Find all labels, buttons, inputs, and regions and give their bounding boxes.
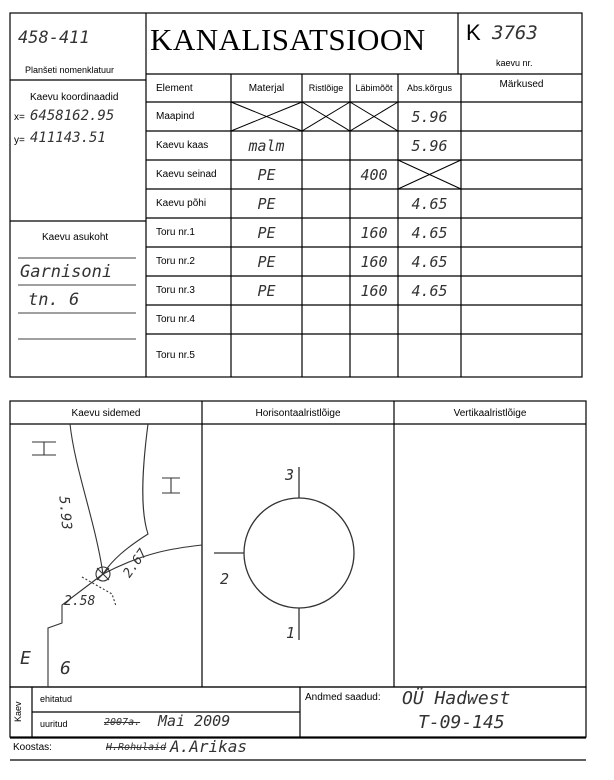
row-element-label: Kaevu põhi <box>156 198 207 209</box>
surveyed-label: uuritud <box>40 719 68 729</box>
nomenclature-label: Planšeti nomenklatuur <box>25 65 115 75</box>
row-abs-value <box>398 160 461 189</box>
row-element-label: Maapind <box>156 111 195 122</box>
row-ristloige-value <box>302 102 350 131</box>
row-abs-value: 4.65 <box>411 194 448 213</box>
coords-label: Kaevu koordinaadid <box>30 92 119 103</box>
row-element-label: Kaevu kaas <box>156 140 209 151</box>
row-ristloige-value <box>302 276 350 305</box>
row-labimoot-value: 400 <box>360 165 388 184</box>
well-number-label: kaevu nr. <box>496 58 533 68</box>
row-ristloige-value <box>302 189 350 218</box>
row-element-label: Kaevu seinad <box>156 169 217 180</box>
dimension-267: 2.67 <box>120 546 151 581</box>
vertical-section-label: Vertikaalristlõige <box>453 407 527 419</box>
row-labimoot-value <box>350 102 398 131</box>
row-labimoot-value <box>350 334 398 377</box>
row-abs-value: 4.65 <box>411 281 448 300</box>
col-header-element: Element <box>156 82 193 94</box>
data-source-code: T-09-145 <box>418 712 505 733</box>
row-labimoot-value <box>350 189 398 218</box>
row-element-label: Toru nr.4 <box>156 314 195 325</box>
location-house: tn. 6 <box>28 290 80 310</box>
data-source-label: Andmed saadud: <box>305 692 381 703</box>
well-prefix: K <box>466 20 481 45</box>
compiled-value: A.Arikas <box>170 737 248 756</box>
col-header-cross-section: Ristlõige <box>308 83 344 93</box>
row-abs-value <box>398 305 461 334</box>
pipe-label-3: 3 <box>285 466 295 484</box>
coord-x-value: 6458162.95 <box>30 108 115 124</box>
row-labimoot-value <box>350 131 398 160</box>
row-ristloige-value <box>302 247 350 276</box>
row-ristloige-value <box>302 305 350 334</box>
row-materjal-value: PE <box>257 252 276 271</box>
row-materjal-value: malm <box>248 136 285 155</box>
row-materjal-value <box>231 102 302 131</box>
letter-e: E <box>20 648 31 669</box>
row-labimoot-value <box>350 305 398 334</box>
dimension-593: 5.93 <box>55 495 75 531</box>
horizontal-section-label: Horisontaalristlõige <box>255 407 341 419</box>
sidemed-label: Kaevu sidemed <box>71 407 141 419</box>
row-labimoot-value: 160 <box>360 223 388 242</box>
built-label: ehitatud <box>40 694 73 704</box>
row-materjal-value: PE <box>257 223 276 242</box>
row-ristloige-value <box>302 131 350 160</box>
row-labimoot-value: 160 <box>360 252 388 271</box>
row-abs-value: 4.65 <box>411 252 448 271</box>
col-header-abs-height: Abs.kõrgus <box>406 83 453 93</box>
row-ristloige-value <box>302 334 350 377</box>
row-abs-value: 4.65 <box>411 223 448 242</box>
pipe-label-1: 1 <box>286 624 296 642</box>
data-source-company: OÜ Hadwest <box>402 688 511 709</box>
page-title: KANALISATSIOON <box>150 22 426 57</box>
row-ristloige-value <box>302 218 350 247</box>
location-label: Kaevu asukoht <box>42 232 109 243</box>
row-element-label: Toru nr.5 <box>156 350 195 361</box>
row-materjal-value <box>231 305 302 334</box>
well-number: 3763 <box>492 22 538 44</box>
row-abs-value: 5.96 <box>411 136 448 155</box>
kaev-label: Kaev <box>13 701 23 722</box>
horizontal-cross-section <box>214 467 354 640</box>
surveyed-value: Mai 2009 <box>158 712 231 730</box>
col-header-remarks: Märkused <box>499 78 544 90</box>
house-number-6: 6 <box>60 658 71 679</box>
sidemed-sketch <box>32 424 202 687</box>
pipe-label-2: 2 <box>220 570 230 588</box>
row-element-label: Toru nr.1 <box>156 227 195 238</box>
col-header-material: Materjal <box>248 82 285 94</box>
nomenclature-value: 458-411 <box>18 28 90 48</box>
surveyed-old-value: 2007a. <box>104 717 141 728</box>
dimension-258: 2.58 <box>64 594 96 609</box>
row-abs-value <box>398 334 461 377</box>
row-ristloige-value <box>302 160 350 189</box>
row-materjal-value: PE <box>257 194 276 213</box>
compiled-old-value: H.Rohulaid <box>106 742 167 753</box>
row-materjal-value: PE <box>257 165 276 184</box>
location-street: Garnisoni <box>20 262 113 282</box>
col-header-diameter: Läbimõõt <box>355 83 393 93</box>
coord-y-value: 411143.51 <box>30 130 106 146</box>
row-element-label: Toru nr.3 <box>156 285 195 296</box>
row-materjal-value: PE <box>257 281 276 300</box>
row-abs-value: 5.96 <box>411 107 448 126</box>
coord-y-prefix: y= <box>14 135 25 146</box>
coord-x-prefix: x= <box>14 112 25 123</box>
compiled-label: Koostas: <box>13 742 52 753</box>
row-labimoot-value: 160 <box>360 281 388 300</box>
row-materjal-value <box>231 334 302 377</box>
row-element-label: Toru nr.2 <box>156 256 195 267</box>
